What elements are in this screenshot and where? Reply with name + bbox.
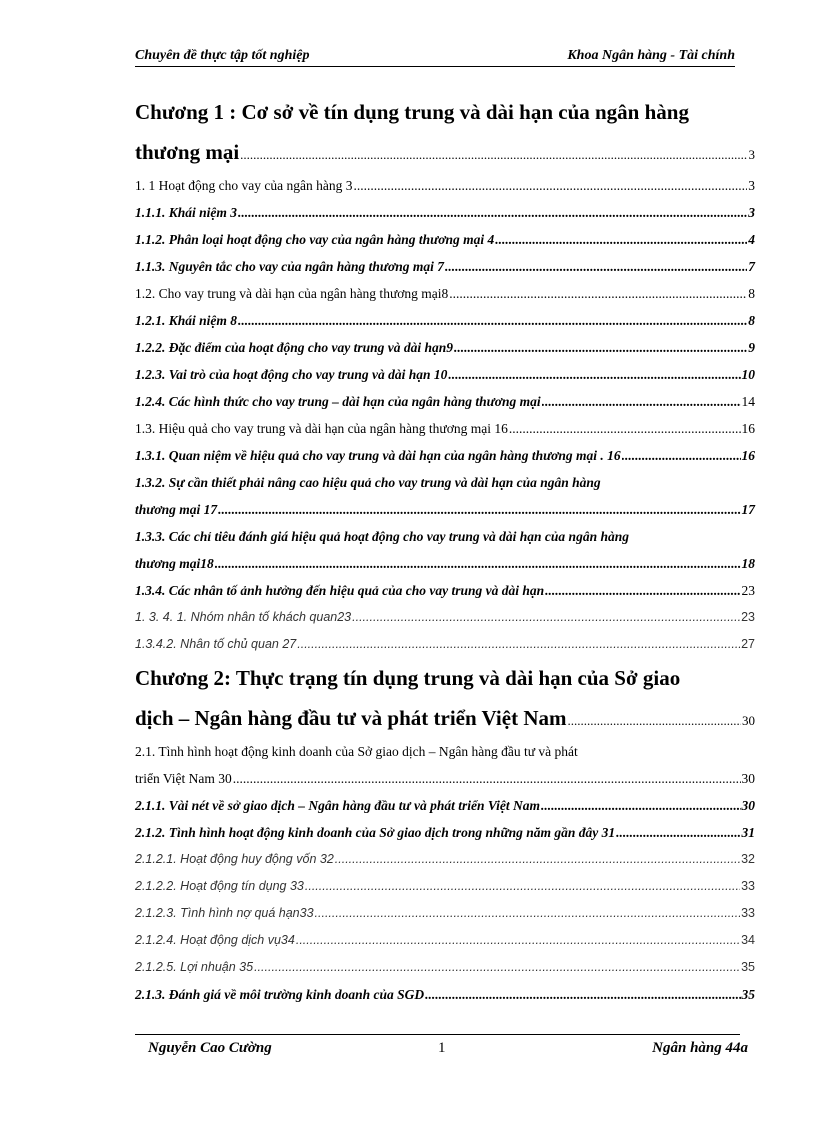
toc-item[interactable]: thương mại 17 ..... 17 — [135, 496, 755, 523]
toc-item[interactable]: 1. 1 Hoạt động cho vay của ngân hàng 3 ..... 3 — [135, 172, 755, 199]
page-footer — [148, 1040, 748, 1057]
toc-chapter-2-line1: Chương 2: Thực trạng tín dụng trung và dài hạn của Sở giao — [135, 666, 681, 690]
toc-item-line1[interactable]: 1.3.3. Các chỉ tiêu đánh giá hiệu quả hoạt động cho vay trung và dài hạn của ngân hàng — [135, 529, 629, 544]
toc-item[interactable]: 2.1.2.3. Tình hình nợ quá hạn33 ..... 33 — [135, 900, 755, 927]
toc-item[interactable]: 2.1.2.5. Lợi nhuận 35 ..... 35 — [135, 954, 755, 981]
toc-item[interactable]: 1.3.4. Các nhân tố ảnh hưởng đến hiệu quả của cho vay trung và dài hạn ..... 23 — [135, 577, 755, 604]
header-left: Chuyên đề thực tập tốt nghiệp — [135, 48, 310, 63]
footer-class: Ngân hàng 44a — [652, 1040, 748, 1056]
toc-item[interactable]: 2.1.2.4. Hoạt động dịch vụ34 ..... 34 — [135, 927, 755, 954]
toc-item[interactable]: 1.2.3. Vai trò của hoạt động cho vay trung và dài hạn 10 ..... 10 — [135, 361, 755, 388]
toc-item[interactable]: 2.1.3. Đánh giá về môi trường kinh doanh của SGD ..... 35 — [135, 981, 755, 1008]
toc-chapter-2-line2[interactable]: dịch – Ngân hàng đầu tư và phát triển Việt Nam ..... 30 — [135, 698, 755, 738]
footer-author: Nguyễn Cao Cường — [148, 1040, 272, 1056]
toc-item[interactable]: thương mại18 ..... 18 — [135, 550, 755, 577]
toc-item[interactable]: 2.1.2. Tình hình hoạt động kinh doanh của Sở giao dịch trong những năm gần đây 31 ..... 31 — [135, 819, 755, 846]
toc-chapter-1-line2[interactable]: thương mại ..... 3 — [135, 132, 755, 172]
toc-item[interactable]: 2.1.2.2. Hoạt động tín dụng 33 ..... 33 — [135, 873, 755, 900]
toc-item[interactable]: 1.1.2. Phân loại hoạt động cho vay của ngân hàng thương mại 4 ..... 4 — [135, 226, 755, 253]
toc-item[interactable]: 1.2.1. Khái niệm 8 ..... 8 — [135, 307, 755, 334]
toc-item[interactable]: 1.2. Cho vay trung và dài hạn của ngân hàng thương mại8 ..... 8 — [135, 280, 755, 307]
toc-item[interactable]: 1.2.4. Các hình thức cho vay trung – dài hạn của ngân hàng thương mại ..... 14 — [135, 388, 755, 415]
toc-page-number: 3 — [748, 147, 755, 162]
toc-item-line1[interactable]: 2.1. Tình hình hoạt động kinh doanh của Sở giao dịch – Ngân hàng đầu tư và phát — [135, 744, 578, 759]
toc-item[interactable]: 1.2.2. Đặc điểm của hoạt động cho vay trung và dài hạn9 ..... 9 — [135, 334, 755, 361]
page-header — [135, 48, 735, 67]
toc-item[interactable]: triển Việt Nam 30 ..... 30 — [135, 765, 755, 792]
toc-item[interactable]: 1. 3. 4. 1. Nhóm nhân tố khách quan23 ..... 23 — [135, 604, 755, 631]
toc-item[interactable]: 1.1.1. Khái niệm 3 ..... 3 — [135, 199, 755, 226]
footer-divider — [135, 1034, 740, 1035]
toc-page-number: 30 — [742, 713, 755, 728]
toc-item[interactable]: 1.3. Hiệu quả cho vay trung và dài hạn của ngân hàng thương mại 16 ..... 16 — [135, 415, 755, 442]
toc-item[interactable]: 2.1.1. Vài nét về sở giao dịch – Ngân hàng đầu tư và phát triển Việt Nam ..... 30 — [135, 792, 755, 819]
toc-item[interactable]: 2.1.2.1. Hoạt động huy động vốn 32 ..... 32 — [135, 846, 755, 873]
footer-page-number: 1 — [438, 1040, 446, 1056]
toc-item[interactable]: 1.3.1. Quan niệm về hiệu quả cho vay trung và dài hạn của ngân hàng thương mại . 16 ..... 16 — [135, 442, 755, 469]
toc-item[interactable]: 1.1.3. Nguyên tắc cho vay của ngân hàng thương mại 7 ..... 7 — [135, 253, 755, 280]
table-of-contents — [135, 92, 755, 1008]
header-right: Khoa Ngân hàng - Tài chính — [567, 48, 735, 63]
toc-item[interactable]: 1.3.4.2. Nhân tố chủ quan 27 ..... 27 — [135, 631, 755, 658]
toc-item-line1[interactable]: 1.3.2. Sự cần thiết phải nâng cao hiệu quả cho vay trung và dài hạn của ngân hàng — [135, 475, 601, 490]
toc-chapter-1-line1: Chương 1 : Cơ sở về tín dụng trung và dài hạn của ngân hàng — [135, 100, 689, 124]
